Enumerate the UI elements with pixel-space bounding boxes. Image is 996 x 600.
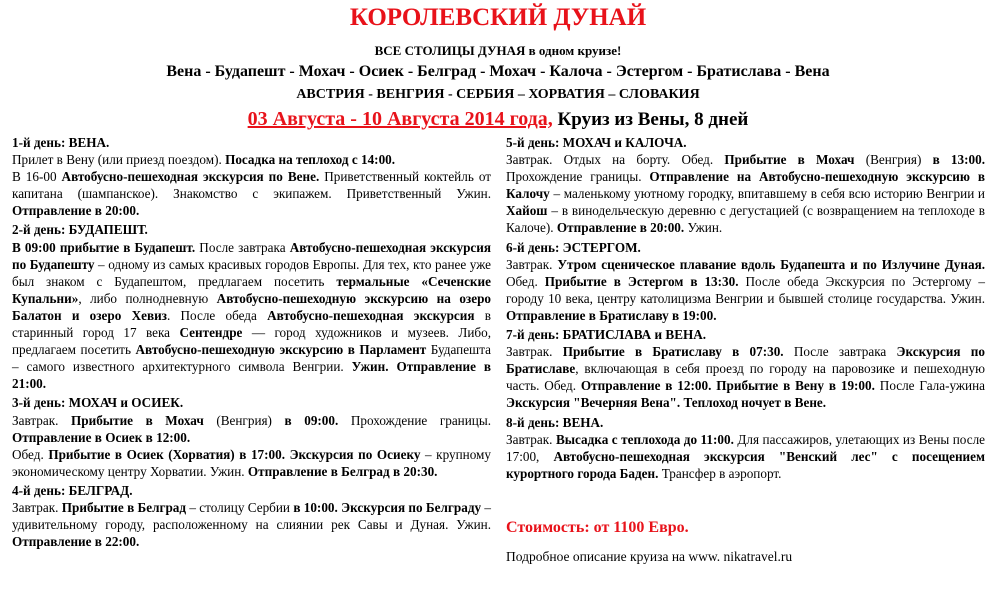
- day-block: [506, 326, 985, 411]
- highlight-text: термальные «Сеченские Купальни»: [12, 273, 491, 306]
- day-block: [12, 394, 491, 479]
- highlight-text: Автобусно-пешеходная экскурсия "Венский лес" с посещением курортного города Баден.: [506, 448, 985, 481]
- body-text: Завтрак.: [506, 256, 558, 272]
- body-text: . После обеда: [166, 307, 268, 323]
- day-number: 4-й день:: [12, 482, 66, 498]
- body-text: Для пассажиров, улетающих из Вены после 17:00,: [506, 431, 986, 464]
- highlight-text: Автобусно-пешеходную экскурсию на озеро Балатон и озеро Хевиз: [12, 290, 492, 323]
- highlight-text: Высадка с теплохода до 11:00.: [555, 431, 734, 447]
- body-text: Завтрак. Отдых на борту. Обед.: [506, 152, 725, 168]
- day-description: [12, 151, 491, 168]
- day-place: БУДАПЕШТ.: [65, 222, 148, 238]
- body-text: Обед.: [12, 446, 49, 462]
- day-block: [12, 221, 491, 392]
- day-number: 7-й день:: [506, 327, 560, 343]
- day-number: 6-й день:: [506, 239, 560, 255]
- body-text: , либо полнодневную: [78, 290, 217, 306]
- body-text: После обеда Экскурсия по Эстергому – городу 10 века, центру католицизма Венгрии и бывшей столице государства. Ужин.: [506, 273, 986, 306]
- body-text: Прохождение границы.: [338, 412, 492, 428]
- body-text: Завтрак.: [12, 499, 62, 515]
- highlight-text: Прибытие в Эстергом в 13:30.: [544, 273, 739, 289]
- highlight-text: Автобусно-пешеходная экскурсия по Будапешту: [12, 239, 491, 272]
- page-title: КОРОЛЕВСКИЙ ДУНАЙ: [349, 4, 647, 31]
- body-text: – крупному экономическому центру Хорватии. Ужин.: [12, 446, 491, 479]
- highlight-text: Отправление в 20:00.: [12, 203, 140, 219]
- day-title: [506, 414, 985, 431]
- itinerary-left-column: [12, 134, 491, 550]
- body-text: После завтрака: [783, 344, 897, 360]
- highlight-text: Отправление на Автобусно-пешеходную экскурсию в Калочу: [506, 169, 985, 202]
- day-description: [506, 151, 985, 236]
- body-text: – столицу Сербии: [186, 499, 294, 515]
- day-place: ВЕНА.: [559, 414, 604, 430]
- highlight-text: Отправление в Братиславу в 19:00.: [506, 307, 717, 323]
- day-description: [12, 168, 491, 219]
- day-title: [506, 239, 985, 256]
- day-number: 2-й день:: [12, 222, 66, 238]
- highlight-text: Прибытие в Мохач: [724, 152, 855, 168]
- price-label: Стоимость: от 1100 Евро.: [506, 519, 689, 536]
- day-block: [506, 134, 985, 237]
- body-text: – маленькому уютному городку, впитавшему в себя всю историю Венгрии и: [549, 186, 985, 202]
- highlight-text: Отправление в 20:00.: [556, 220, 685, 236]
- day-number: 8-й день:: [506, 414, 560, 430]
- itinerary-right-column: [506, 134, 985, 482]
- body-text: Прилет в Вену (или приезд поездом).: [12, 152, 226, 168]
- highlight-text: в 09:00.: [284, 412, 339, 428]
- route-line: Вена - Будапешт - Мохач - Осиек - Белград - Мохач - Калоча - Эстергом - Братислава - Вена: [166, 63, 830, 80]
- body-text: (Венгрия): [203, 412, 285, 428]
- highlight-text: Автобусно-пешеходную экскурсию в Парламент: [135, 342, 427, 358]
- day-number: 1-й день:: [12, 135, 66, 150]
- body-text: Приветственный коктейль от капитана (шампанское). Знакомство с экипажем. Приветственный Ужин.: [12, 169, 491, 202]
- day-title: [506, 326, 985, 343]
- day-place: ЭСТЕРГОМ.: [559, 239, 641, 255]
- day-place: МОХАЧ и ОСИЕК.: [65, 395, 184, 411]
- day-title: [12, 221, 491, 238]
- cruise-dates: 03 Августа - 10 Августа 2014 года,: [247, 108, 553, 130]
- day-title: [12, 394, 491, 411]
- day-description: [506, 343, 985, 411]
- highlight-text: Отправление в 12:00. Прибытие в Вену в 19:00.: [580, 378, 875, 394]
- highlight-text: Ужин. Отправление в 21:00.: [12, 359, 492, 392]
- highlight-text: Утром сценическое плавание вдоль Будапешта и по Излучине Дуная.: [557, 256, 985, 272]
- body-text: После завтрака: [195, 239, 290, 255]
- body-text: — город художников и музеев. Либо, предлагаем посетить: [12, 325, 491, 358]
- day-place: БЕЛГРАД.: [65, 482, 133, 498]
- day-place: БРАТИСЛАВА и ВЕНА.: [559, 327, 707, 343]
- body-text: Ужин.: [684, 220, 723, 236]
- day-title: [12, 134, 491, 151]
- highlight-text: Прибытие в Осиек (Хорватия) в 17:00. Экскурсия по Осиеку: [48, 446, 421, 462]
- body-text: в старинный город 17 века: [12, 307, 492, 341]
- body-text: – одному из самых красивых городов Европы. Для тех, кто ранее уже был знаком с Будапештом, предлагаем посетить: [12, 256, 491, 289]
- day-description: [12, 446, 491, 480]
- body-text: В 16-00: [12, 169, 62, 185]
- highlight-text: Прибытие в Братиславу в 07:30.: [562, 344, 784, 360]
- body-text: После Гала-ужина: [874, 378, 985, 394]
- highlight-text: Автобусно-пешеходная экскурсия: [267, 307, 475, 323]
- body-text: – удивительному городу, расположенному на слиянии рек Савы и Дуная. Ужин.: [12, 499, 491, 533]
- day-description: [12, 239, 491, 393]
- body-text: – в винодельческую деревню с дегустацией (с возвращением на теплоходе в Калоче).: [506, 203, 985, 236]
- day-title: [506, 134, 985, 151]
- day-place: ВЕНА.: [65, 135, 110, 150]
- body-text: Завтрак.: [506, 431, 556, 447]
- day-block: [506, 239, 985, 324]
- day-description: [12, 499, 491, 550]
- day-place: МОХАЧ и КАЛОЧА.: [559, 135, 687, 150]
- body-text: Прохождение границы.: [506, 169, 650, 185]
- day-number: 5-й день:: [506, 135, 560, 150]
- day-block: [506, 414, 985, 482]
- body-text: , включающая в себя проезд по городу на паровозике и пешеходную часть. Обед.: [506, 361, 985, 394]
- body-text: Завтрак.: [506, 344, 563, 360]
- more-info-text: Подробное описание круиза на www. nikatravel.ru: [506, 549, 793, 564]
- highlight-text: Прибытие в Мохач: [71, 412, 204, 428]
- day-description: [12, 412, 491, 446]
- day-description: [506, 431, 985, 482]
- highlight-text: в 10:00. Экскурсия по Белграду: [293, 499, 482, 515]
- highlight-text: Отправление в Осиек в 12:00.: [12, 429, 191, 445]
- day-block: [12, 482, 491, 550]
- highlight-text: Отправление в 22:00.: [12, 534, 140, 550]
- highlight-text: Экскурсия по Братиславе: [506, 344, 985, 377]
- highlight-text: Отправление в Белград в 20:30.: [247, 463, 438, 479]
- cruise-summary: Круиз из Вены, 8 дней: [552, 109, 749, 130]
- day-number: 3-й день:: [12, 395, 66, 411]
- highlight-text: в 13:00.: [932, 152, 985, 168]
- highlight-text: Посадка на теплоход с 14:00.: [225, 152, 396, 168]
- day-description: [506, 256, 985, 324]
- highlight-text: Автобусно-пешеходная экскурсия по Вене.: [61, 169, 320, 185]
- page-subtitle: ВСЕ СТОЛИЦЫ ДУНАЯ в одном круизе!: [374, 43, 622, 58]
- highlight-text: Экскурсия "Вечерняя Вена". Теплоход ночует в Вене.: [506, 395, 827, 411]
- body-text: Трансфер в аэропорт.: [658, 465, 782, 481]
- body-text: Завтрак.: [12, 412, 72, 428]
- body-text: Будапешта – самого известного архитектурного символа Венгрии.: [12, 342, 491, 375]
- day-block: [12, 134, 491, 219]
- body-text: (Венгрия): [854, 152, 933, 168]
- day-title: [12, 482, 491, 499]
- highlight-text: Прибытие в Белград: [61, 499, 187, 515]
- countries-line: АВСТРИЯ - ВЕНГРИЯ - СЕРБИЯ – ХОРВАТИЯ – СЛОВАКИЯ: [296, 87, 700, 102]
- dates-line: [0, 108, 996, 131]
- highlight-text: В 09:00 прибытие в Будапешт.: [12, 239, 196, 255]
- body-text: Обед.: [506, 273, 545, 289]
- highlight-text: Хайош: [506, 203, 548, 219]
- highlight-text: Сентендре: [179, 325, 243, 341]
